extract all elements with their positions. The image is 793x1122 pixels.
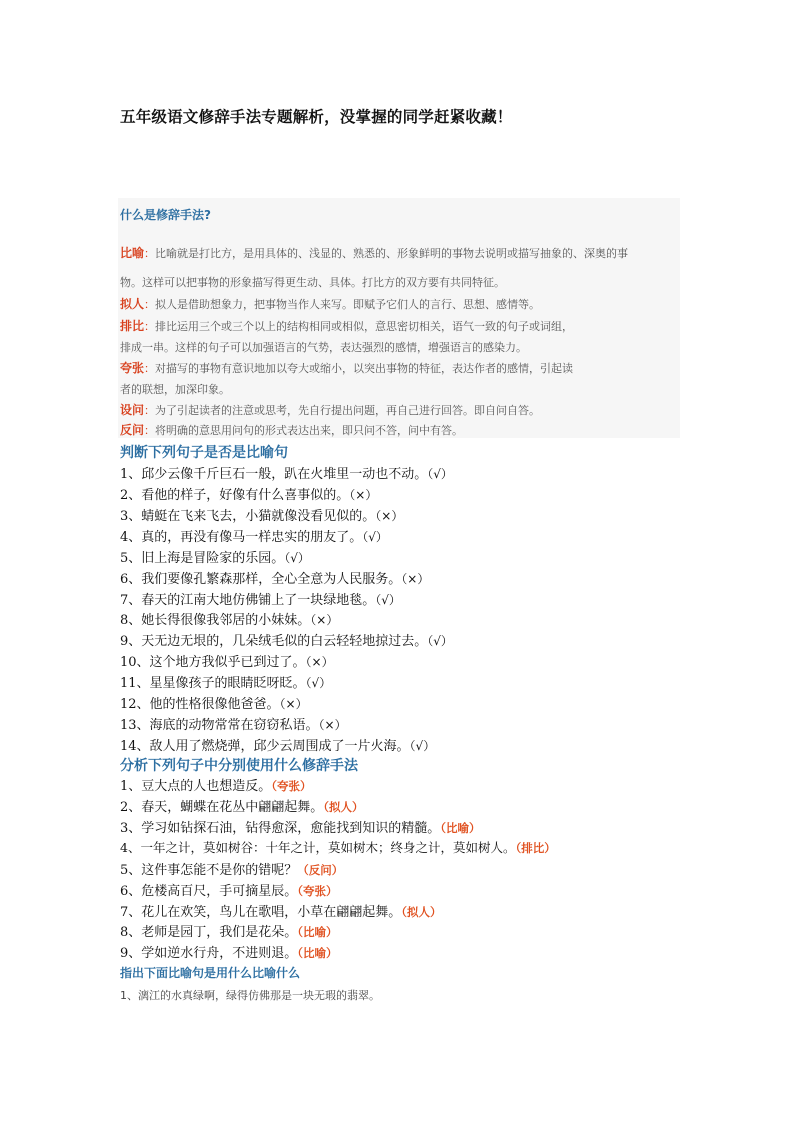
list-item: 5、旧上海是冒险家的乐园。（√）: [120, 551, 310, 566]
definition-parallelism: 排比：排比运用三个或三个以上的结构相同或相似，意思密切相关，语气一致的句子或词组，: [120, 319, 574, 333]
list-item: 1、豆大点的人也想造反。（夸张）: [120, 779, 312, 794]
list-item: 3、蜻蜓在飞来飞去，小猫就像没看见似的。（×）: [120, 509, 404, 524]
definition-text: 排比运用三个或三个以上的结构相同或相似，意思密切相关，语气一致的句子或词组，: [155, 320, 574, 333]
definition-text: 为了引起读者的注意或思考，先自行提出问题，再自己进行回答。即自问自答。: [155, 404, 541, 417]
list-item: 9、天无边无垠的，几朵绒毛似的白云轻轻地掠过去。（√）: [120, 634, 453, 649]
list-item: 7、春天的江南大地仿佛铺上了一块绿地毯。（√）: [120, 593, 401, 608]
definition-metaphor: 比喻：比喻就是打比方，是用具体的、浅显的、熟悉的、形象鲜明的事物去说明或描写抽象的、深奥的事: [120, 246, 629, 260]
list-item: 13、海底的动物常常在窃窃私语。（×）: [120, 718, 347, 733]
definition-text: 排成一串。这样的句子可以加强语言的气势，表达强烈的感情，增强语言的感染力。: [120, 341, 527, 354]
list-item: 6、危楼高百尺，手可摘星辰。（夸张）: [120, 884, 338, 899]
list-item: 5、这件事怎能不是你的错呢？（反问）: [120, 863, 344, 878]
definition-text: 物。这样可以把事物的形象描写得更生动、具体。打比方的双方要有共同特征。: [120, 276, 505, 289]
section2-heading: 分析下列句子中分别使用什么修辞手法: [120, 758, 358, 774]
page-title: 五年级语文修辞手法专题解析，没掌握的同学赶紧收藏！: [120, 108, 513, 126]
list-item: 10、这个地方我似乎已到过了。（×）: [120, 655, 334, 670]
list-item: 1、漓江的水真绿啊，绿得仿佛那是一块无瑕的翡翠。: [120, 989, 380, 1002]
list-item: 8、老师是园丁，我们是花朵。（比喻）: [120, 925, 338, 940]
definition-text: 拟人是借助想象力，把事物当作人来写。即赋予它们人的言行、思想、感情等。: [155, 298, 541, 311]
section3-heading: 指出下面比喻句是用什么比喻什么: [120, 966, 301, 980]
definition-term: 拟人: [120, 297, 145, 311]
list-item: 7、花儿在欢笑，鸟儿在歌唱，小草在翩翩起舞。（拟人）: [120, 905, 442, 920]
definition-text: 者的联想，加深印象。: [120, 383, 230, 396]
definition-term: 反问: [120, 423, 145, 437]
definition-text: 对描写的事物有意识地加以夸大或缩小，以突出事物的特征，表达作者的感情，引起读: [155, 362, 574, 375]
definition-rhetorical-question: 设问：为了引起读者的注意或思考，先自行提出问题，再自己进行回答。即自问自答。: [120, 403, 541, 417]
list-item: 12、他的性格很像他爸爸。（×）: [120, 697, 308, 712]
definition-term: 设问: [120, 403, 145, 417]
section1-heading: 判断下列句子是否是比喻句: [120, 445, 288, 461]
definition-parallelism-cont: [120, 337, 680, 358]
list-item: 4、一年之计，莫如树谷：十年之计，莫如树木；终身之计，莫如树人。（排比）: [120, 840, 556, 855]
definition-term: 比喻: [120, 246, 145, 260]
definition-hyperbole-cont: [120, 379, 680, 400]
list-item: 2、春天，蝴蝶在花丛中翩翩起舞。（拟人）: [120, 800, 364, 815]
definition-hyperbole: 夸张：对描写的事物有意识地加以夸大或缩小，以突出事物的特征，表达作者的感情，引起读: [120, 361, 574, 375]
definition-rhetorical-inversion: 反问：将明确的意思用问句的形式表达出来，即只问不答，问中有答。: [120, 423, 464, 437]
list-item: 3、学习如钻探石油，钻得愈深，愈能找到知识的精髓。（比喻）: [120, 821, 481, 836]
list-item: 11、星星像孩子的眼睛眨呀眨。（√）: [120, 676, 332, 691]
definition-term: 夸张: [120, 361, 145, 375]
list-item: 9、学如逆水行舟，不进则退。（比喻）: [120, 946, 338, 961]
intro-heading: 什么是修辞手法?: [120, 208, 211, 222]
definition-text: 比喻就是打比方，是用具体的、浅显的、熟悉的、形象鲜明的事物去说明或描写抽象的、深奥的事: [155, 247, 629, 260]
definition-text: 将明确的意思用问句的形式表达出来，即只问不答，问中有答。: [155, 424, 464, 437]
list-item: 14、敌人用了燃烧弹，邱少云周围成了一片火海。（√）: [120, 739, 436, 754]
list-item: 1、邱少云像千斤巨石一般，趴在火堆里一动也不动。（√）: [120, 467, 453, 482]
list-item: 6、我们要像孔繁森那样，全心全意为人民服务。（×）: [120, 572, 430, 587]
definition-term: 排比: [120, 319, 145, 333]
definition-metaphor-cont: [120, 272, 680, 293]
list-item: 4、真的，再没有像马一样忠实的朋友了。（√）: [120, 530, 388, 545]
list-item: 8、她长得很像我邻居的小妹妹。（×）: [120, 613, 339, 628]
list-item: 2、看他的样子，好像有什么喜事似的。（×）: [120, 488, 378, 503]
definition-personification: 拟人：拟人是借助想象力，把事物当作人来写。即赋予它们人的言行、思想、感情等。: [120, 297, 541, 311]
